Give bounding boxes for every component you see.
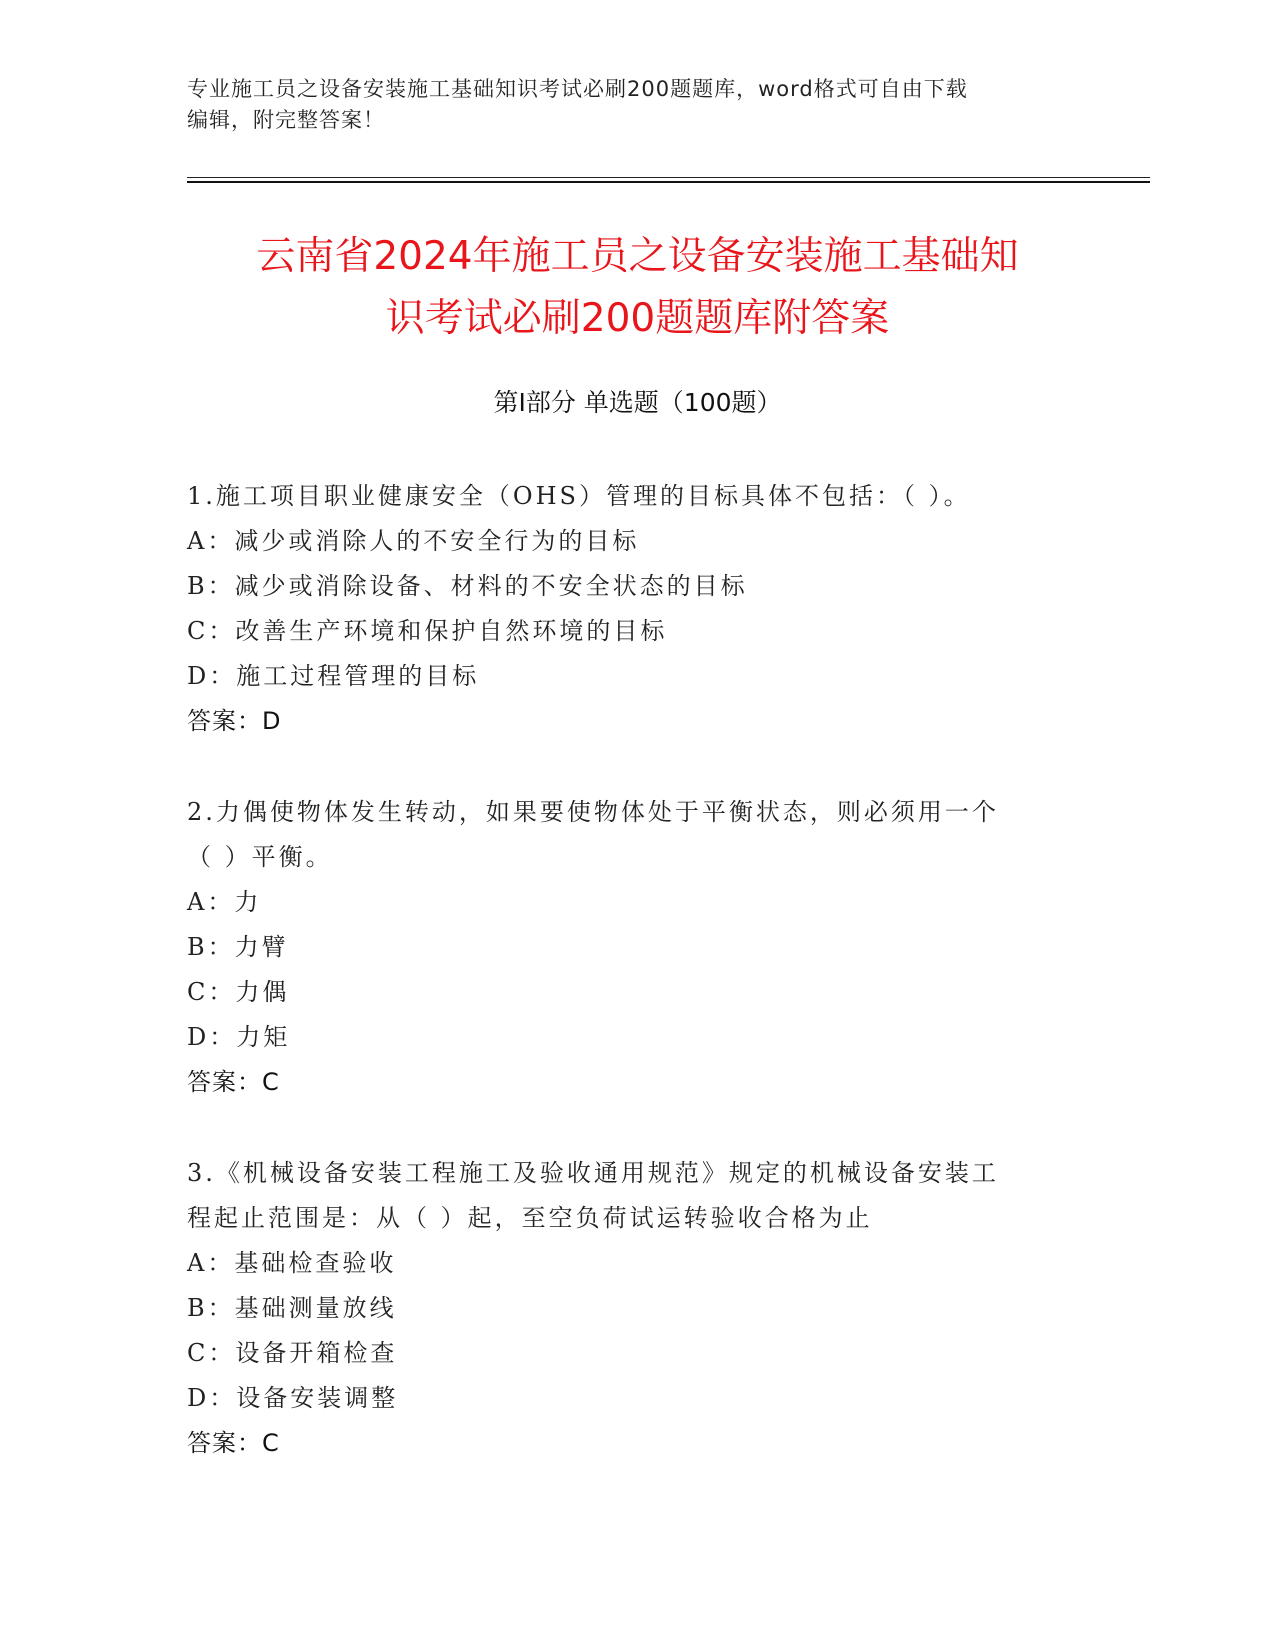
answer: 答案：D (187, 707, 282, 735)
answer: 答案：C (187, 1429, 280, 1457)
question-list (187, 474, 1087, 1512)
question-2 (187, 790, 1087, 1105)
option-a: A：基础检查验收 (187, 1249, 397, 1277)
option-b: B：减少或消除设备、材料的不安全状态的目标 (187, 572, 748, 600)
header-note-line-1: 专业施工员之设备安装施工基础知识考试必刷200题题库，word格式可自由下载 (187, 77, 968, 101)
section-title: 第Ⅰ部分 单选题（100题） (493, 388, 782, 417)
option-c: C：力偶 (187, 978, 290, 1006)
option-b: B：基础测量放线 (187, 1294, 397, 1322)
option-a: A：力 (187, 888, 262, 916)
option-d: D：施工过程管理的目标 (187, 662, 480, 690)
answer: 答案：C (187, 1068, 280, 1096)
document-title-line-2: 识考试必刷200题题库附答案 (385, 296, 890, 341)
option-d: D：设备安装调整 (187, 1384, 399, 1412)
option-a: A：减少或消除人的不安全行为的目标 (187, 527, 640, 555)
question-stem: 3.《机械设备安装工程施工及验收通用规范》规定的机械设备安装工 (187, 1159, 999, 1187)
header-note (187, 74, 1067, 136)
question-3 (187, 1151, 1087, 1466)
document-title (160, 226, 1115, 350)
question-1 (187, 474, 1087, 744)
question-stem-continued: 程起止范围是：从（ ）起，至空负荷试运转验收合格为止 (187, 1204, 873, 1232)
option-c: C：改善生产环境和保护自然环境的目标 (187, 617, 668, 645)
question-stem: 2.力偶使物体发生转动，如果要使物体处于平衡状态，则必须用一个 (187, 798, 999, 826)
header-divider-thin (187, 177, 1150, 178)
header-divider-thick (187, 181, 1150, 183)
option-b: B：力臂 (187, 933, 289, 961)
question-stem-continued: （ ）平衡。 (187, 843, 333, 871)
header-note-line-2: 编辑，附完整答案！ (187, 108, 385, 132)
option-c: C：设备开箱检查 (187, 1339, 398, 1367)
document-title-line-1: 云南省2024年施工员之设备安装施工基础知 (256, 234, 1019, 279)
option-d: D：力矩 (187, 1023, 291, 1051)
question-stem: 1.施工项目职业健康安全（OHS）管理的目标具体不包括：（ ）。 (187, 482, 971, 510)
